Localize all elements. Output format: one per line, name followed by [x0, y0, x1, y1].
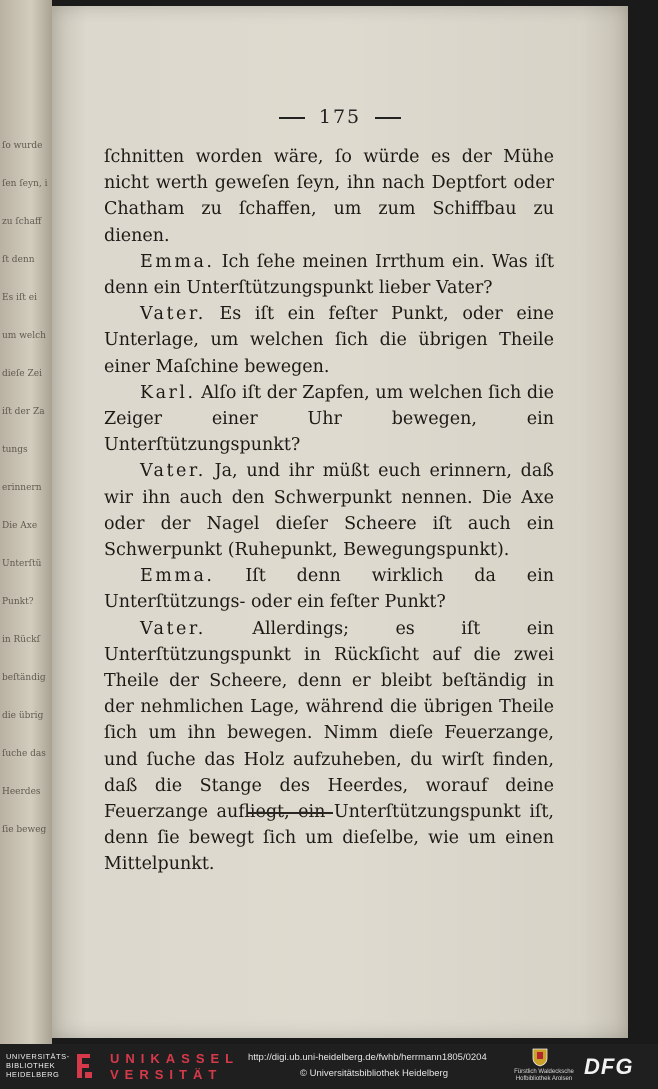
kassel-logo	[110, 1051, 239, 1083]
paragraph	[104, 616, 554, 878]
left-page-fragment: ſen ſeyn, i	[2, 179, 48, 189]
arolsen-line: Hofbibliothek Arolsen	[515, 1076, 573, 1082]
institution-line: BIBLIOTHEK	[6, 1061, 56, 1070]
paragraph-text: Es iſt ein feſter Punkt, oder eine Unterlage, um welchen ſich die übrigen Theile einer Maſchine bewegen.	[104, 304, 554, 377]
arolsen-line: Fürstlich Waldecksche	[514, 1069, 574, 1075]
left-page-fragment: die übrig	[2, 711, 44, 721]
speaker-name: Emma.	[140, 566, 215, 587]
left-page-fragment: Heerdes	[2, 787, 41, 797]
page-body-text	[104, 144, 554, 878]
copyright-notice: © Universitätsbibliothek Heidelberg	[300, 1068, 448, 1079]
paragraph-text: Ich ſehe meinen Irrthum ein. Was iſt denn ein Unterſtützungspunkt lieber Vater?	[104, 251, 554, 299]
kassel-line-1: UNIKASSEL	[110, 1051, 240, 1066]
institution-line: UNIVERSITÄTS-	[6, 1052, 70, 1061]
left-page-fragment: zu ſchaff	[2, 217, 42, 227]
left-page-fragment: Die Axe	[2, 521, 38, 531]
arolsen-label	[504, 1069, 584, 1083]
section-rule	[247, 812, 333, 814]
heidelberg-logo-icon	[74, 1052, 94, 1080]
footer-bar	[0, 1044, 658, 1089]
paragraph-text: Iſt denn wirklich da ein Unterſtützungs- oder ein feſter Punkt?	[104, 566, 554, 613]
left-page-fragment: tungs	[2, 445, 28, 455]
paragraph-text: Ja, und ihr müßt euch erinnern, daß wir ihn auch den Schwerpunkt nennen. Die Axe oder der Nagel dieſer Scheere iſt auch ein Schwerpunkt (Ruhepunkt, Bewegungspunkt).	[104, 461, 554, 561]
speaker-name: Vater.	[140, 461, 206, 482]
page-header	[52, 106, 628, 128]
left-page-fragment: in Rückſ	[2, 635, 40, 645]
header-dash-right	[375, 117, 401, 119]
paragraph	[104, 563, 554, 615]
left-page-fragment: ſuche das	[2, 749, 46, 759]
left-page-fragment: iſt der Za	[2, 407, 45, 417]
book-page	[52, 6, 628, 1038]
left-page-fragment: Unterſtü	[2, 559, 42, 569]
heidelberg-library-label	[6, 1052, 70, 1079]
page-number: 175	[318, 106, 362, 128]
paragraph	[104, 144, 554, 249]
paragraph	[104, 458, 554, 563]
speaker-name: Vater.	[140, 304, 206, 325]
left-page-fragment: erinnern	[2, 483, 42, 493]
left-page-fragment: beſtändig	[2, 673, 46, 683]
left-page-fragment: ſo wurde	[2, 141, 43, 151]
left-page-fragment: um welch	[2, 331, 46, 341]
permalink[interactable]: http://digi.ub.uni-heidelberg.de/fwhb/herrmann1805/0204	[248, 1052, 487, 1063]
left-page-fragment: ſt denn	[2, 255, 35, 265]
paragraph	[104, 249, 554, 301]
left-page-fragment: Punkt?	[2, 597, 34, 607]
paragraph	[104, 380, 554, 459]
speaker-name: Karl.	[140, 382, 196, 403]
institution-line: HEIDELBERG	[6, 1070, 60, 1079]
left-page-fragment: Es iſt ei	[2, 293, 37, 303]
paragraph-text: Alſo iſt der Zapfen, um welchen ſich die Zeiger einer Uhr bewegen, ein Unterſtützungspunkt?	[104, 382, 554, 456]
paragraph-text: ſchnitten worden wäre, ſo würde es der Mühe nicht werth geweſen ſeyn, ihn nach Deptfort oder Chatham zu ſchaffen, um zum Schiffbau zu dienen.	[104, 147, 554, 246]
dfg-logo: DFG	[584, 1054, 634, 1079]
left-page-fragment: ſie beweg	[2, 825, 47, 835]
coat-of-arms-icon	[532, 1047, 548, 1067]
paragraph-text: Allerdings; es iſt ein Unterſtützungspunkt in Rückſicht auf die zwei Theile der Scheere, denn er bleibt beſtändig in der nehmlichen Lage, während die übrigen Theile ſich um ihn bewegen. Nimm dieſe Feuerzange, und ſuche das Holz aufzuheben, du wirſt finden, daß die Stange des Heerdes, worauf deine Feuerzange aufliegt, ein Unterſtützungspunkt iſt, denn ſie bewegt ſich um dieſelbe, wie um einen Mittelpunkt.	[104, 618, 554, 875]
kassel-line-2: VERSITÄT	[110, 1067, 223, 1082]
header-dash-left	[279, 117, 305, 119]
paragraph	[104, 301, 554, 380]
left-page-fragment: dieſe Zei	[2, 369, 42, 379]
left-page-edge	[0, 0, 52, 1044]
speaker-name: Emma.	[140, 251, 215, 272]
speaker-name: Vater.	[140, 618, 206, 639]
